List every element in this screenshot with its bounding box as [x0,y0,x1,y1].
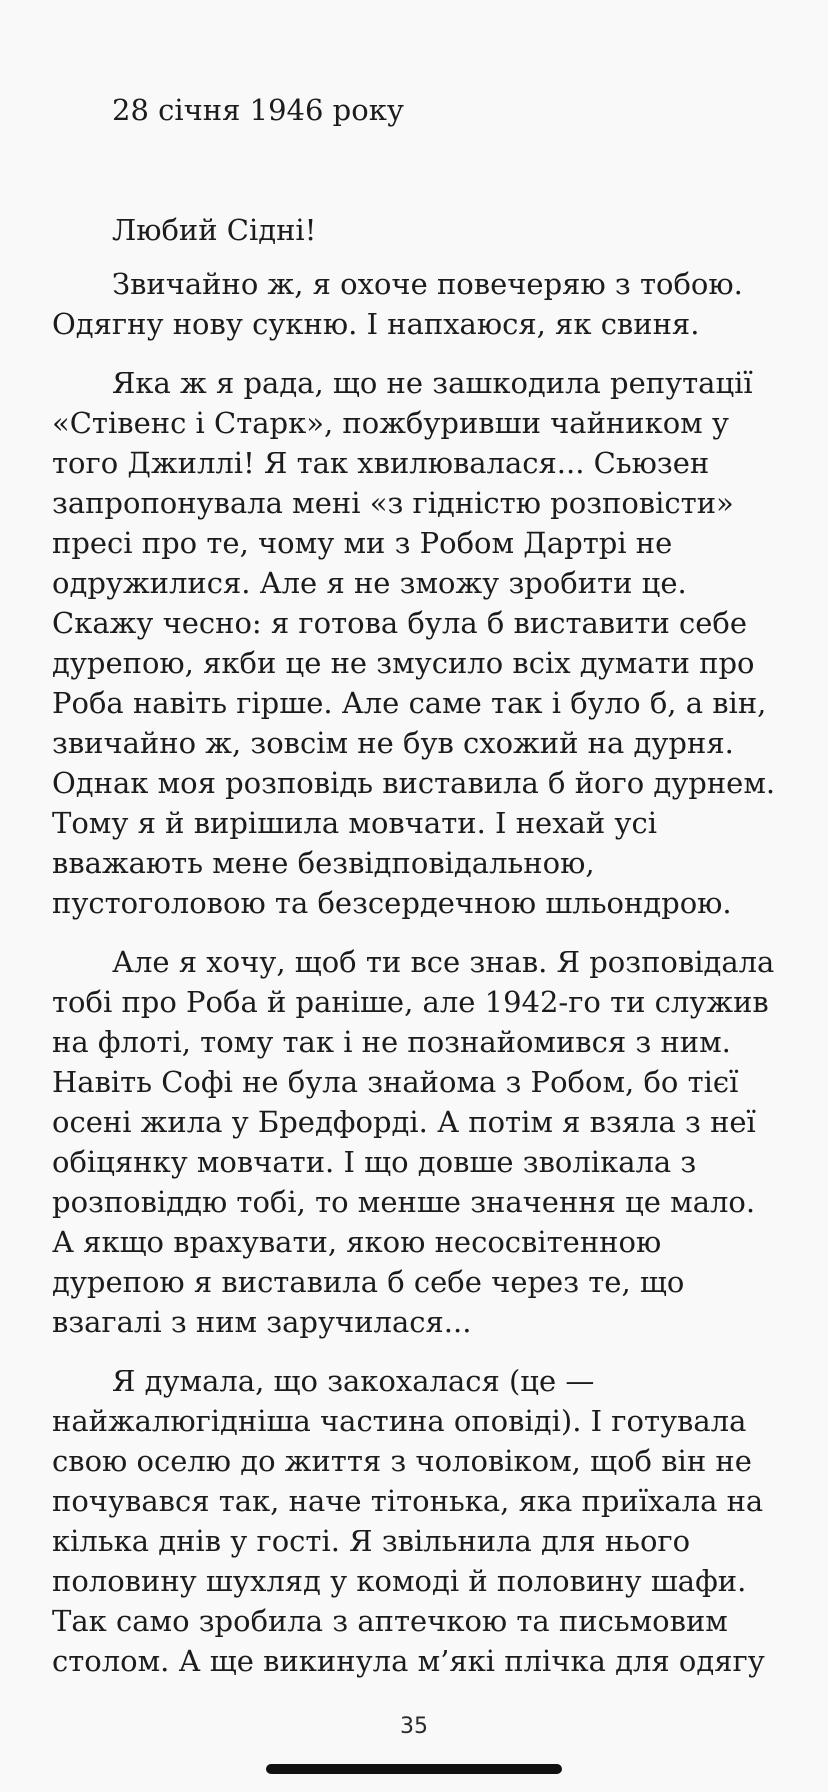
letter-date: 28 січня 1946 року [112,93,404,127]
paragraph-2: Яка ж я рада, що не зашкодила репутації «Стівенс і Старк», пожбуривши чайником у того Джиллі! Я так хвилювалася... Сьюзен запропонувала мені «з гідністю розповісти» пресі про те, чому ми з Робом Дартрі не одружилися. Але я не зможу зробити це. Скажу чесно: я готова була б виставити себе дурепою, якби це не змусило всіх думати про Роба навіть гірше. Але саме так і було б, а він, звичайно ж, зовсім не був схожий на дурня. Однак моя розповідь виставила б його дурнем. Тому я й вирішила мовчати. І нехай усі вважають мене безвідповідальною, пустоголовою та безсердечною шльондрою. [52,366,776,920]
paragraph-3: Але я хочу, щоб ти все знав. Я розповідала тобі про Роба й раніше, але 1942-го ти служив на флоті, тому так і не познайомився з ним. Навіть Софі не була знайома з Робом, бо тієї осені жила у Бредфорді. А потім я взяла з неї обіцянку мовчати. І що довше зволікала з розповіддю тобі, то менше значення це мало. А якщо врахувати, якою несосвітенною дурепою я виставила б себе через те, що взагалі з ним заручилася... [52,945,775,1339]
paragraph-1: Звичайно ж, я охоче повечеряю з тобою. Одягну нову сукню. І напхаюся, як свиня. [52,267,743,341]
paragraph-4: Я думала, що закохалася (це — найжалюгідніша частина оповіді). І готувала свою оселю до життя з чоловіком, щоб він не почувався так, наче тітонька, яка приїхала на кілька днів у гості. Я звільнила для нього половину шухляд у комоді й половину шафи. Так само зробила з аптечкою та письмовим столом. А ще викинула м’які плічка для одягу [52,1364,765,1678]
home-indicator[interactable] [266,1764,562,1774]
reader-page [52,88,776,1700]
letter-salutation: Любий Сідні! [112,213,317,247]
page-number: 35 [400,1714,428,1739]
